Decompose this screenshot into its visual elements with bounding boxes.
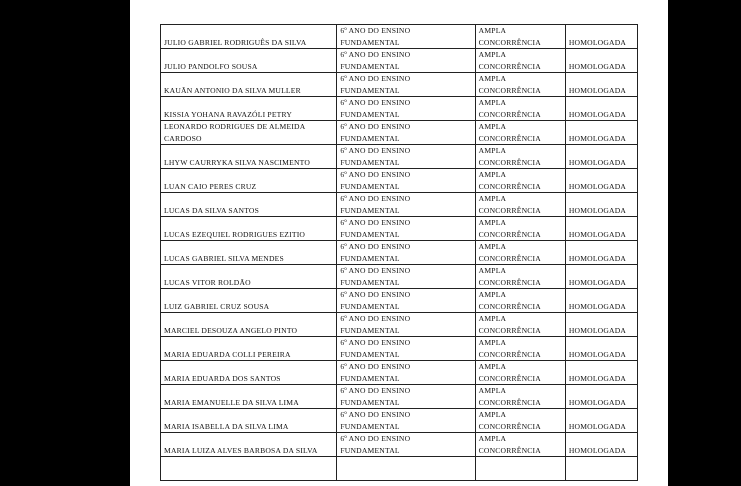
status-cell: HOMOLOGADA bbox=[565, 409, 637, 433]
student-name-cell: MARIA EDUARDA DOS SANTOS bbox=[161, 361, 337, 385]
grade-cell bbox=[337, 121, 475, 145]
student-name-cell: LUAN CAIO PERES CRUZ bbox=[161, 169, 337, 193]
category-line1: AMPLA bbox=[478, 434, 507, 443]
student-name-line2: CARDOSO bbox=[164, 133, 202, 143]
student-name-cell: JULIO GABRIEL RODRIGUÊS DA SILVA bbox=[161, 25, 337, 49]
status-cell bbox=[565, 457, 637, 481]
student-name-cell: LUCAS EZEQUIEL RODRIGUES EZITIO bbox=[161, 217, 337, 241]
grade-line2: FUNDAMENTAL bbox=[340, 133, 400, 143]
table-row bbox=[161, 265, 638, 289]
grade-line2: FUNDAMENTAL bbox=[340, 349, 400, 359]
category-line2: CONCORRÊNCIA bbox=[478, 37, 541, 47]
grade-line1: 6º ANO DO ENSINO bbox=[340, 266, 411, 275]
student-name-cell: KISSIA YOHANA RAVAZÓLI PETRY bbox=[161, 97, 337, 121]
grade-line2: FUNDAMENTAL bbox=[340, 109, 400, 119]
category-line2: CONCORRÊNCIA bbox=[478, 205, 541, 215]
status-cell: HOMOLOGADA bbox=[565, 337, 637, 361]
category-line1: AMPLA bbox=[478, 266, 507, 275]
table-row bbox=[161, 217, 638, 241]
category-line1: AMPLA bbox=[478, 146, 507, 155]
category-line2: CONCORRÊNCIA bbox=[478, 133, 541, 143]
student-name-cell: KAUÃN ANTONIO DA SILVA MULLER bbox=[161, 73, 337, 97]
student-name-cell bbox=[161, 457, 337, 481]
grade-cell bbox=[337, 337, 475, 361]
grade-line2: FUNDAMENTAL bbox=[340, 277, 400, 287]
status-cell: HOMOLOGADA bbox=[565, 145, 637, 169]
grade-line1: 6º ANO DO ENSINO bbox=[340, 98, 411, 107]
status-cell: HOMOLOGADA bbox=[565, 361, 637, 385]
status-cell: HOMOLOGADA bbox=[565, 313, 637, 337]
grade-cell bbox=[337, 361, 475, 385]
category-line2: CONCORRÊNCIA bbox=[478, 349, 541, 359]
status-cell: HOMOLOGADA bbox=[565, 25, 637, 49]
grade-line2: FUNDAMENTAL bbox=[340, 373, 400, 383]
status-cell: HOMOLOGADA bbox=[565, 97, 637, 121]
grade-cell bbox=[337, 409, 475, 433]
category-line1: AMPLA bbox=[478, 314, 507, 323]
category-line1: AMPLA bbox=[478, 242, 507, 251]
status-cell: HOMOLOGADA bbox=[565, 385, 637, 409]
grade-line1: 6º ANO DO ENSINO bbox=[340, 218, 411, 227]
grade-line1: 6º ANO DO ENSINO bbox=[340, 242, 411, 251]
grade-line1: 6º ANO DO ENSINO bbox=[340, 338, 411, 347]
grade-cell bbox=[337, 217, 475, 241]
status-cell: HOMOLOGADA bbox=[565, 265, 637, 289]
document-page bbox=[130, 0, 668, 486]
student-name-cell: LHYW CAURRYKA SILVA NASCIMENTO bbox=[161, 145, 337, 169]
table-row bbox=[161, 121, 638, 145]
grade-line1: 6º ANO DO ENSINO bbox=[340, 50, 411, 59]
grade-line1: 6º ANO DO ENSINO bbox=[340, 362, 411, 371]
category-line1: AMPLA bbox=[478, 170, 507, 179]
grade-line1: 6º ANO DO ENSINO bbox=[340, 386, 411, 395]
category-line2: CONCORRÊNCIA bbox=[478, 397, 541, 407]
table-row bbox=[161, 433, 638, 457]
category-line2: CONCORRÊNCIA bbox=[478, 229, 541, 239]
table-row bbox=[161, 337, 638, 361]
category-line1: AMPLA bbox=[478, 338, 507, 347]
category-line2: CONCORRÊNCIA bbox=[478, 325, 541, 335]
enrollment-table bbox=[160, 24, 638, 481]
category-cell bbox=[475, 217, 565, 241]
student-name-cell: MARIA EMANUELLE DA SILVA LIMA bbox=[161, 385, 337, 409]
grade-line2: FUNDAMENTAL bbox=[340, 181, 400, 191]
student-name-cell: JULIO PANDOLFO SOUSA bbox=[161, 49, 337, 73]
category-cell bbox=[475, 361, 565, 385]
category-line1: AMPLA bbox=[478, 50, 507, 59]
student-name-cell: MARIA EDUARDA COLLI PEREIRA bbox=[161, 337, 337, 361]
category-cell bbox=[475, 265, 565, 289]
grade-line2: FUNDAMENTAL bbox=[340, 445, 400, 455]
grade-line2: FUNDAMENTAL bbox=[340, 157, 400, 167]
grade-line2: FUNDAMENTAL bbox=[340, 85, 400, 95]
category-cell bbox=[475, 97, 565, 121]
category-cell bbox=[475, 409, 565, 433]
status-cell: HOMOLOGADA bbox=[565, 121, 637, 145]
grade-cell bbox=[337, 289, 475, 313]
grade-cell bbox=[337, 73, 475, 97]
grade-cell bbox=[337, 265, 475, 289]
grade-cell bbox=[337, 49, 475, 73]
grade-line2: FUNDAMENTAL bbox=[340, 229, 400, 239]
category-line2: CONCORRÊNCIA bbox=[478, 301, 541, 311]
category-line2: CONCORRÊNCIA bbox=[478, 85, 541, 95]
grade-line2: FUNDAMENTAL bbox=[340, 61, 400, 71]
category-line1: AMPLA bbox=[478, 218, 507, 227]
table-row bbox=[161, 49, 638, 73]
category-line1: AMPLA bbox=[478, 362, 507, 371]
category-line2: CONCORRÊNCIA bbox=[478, 445, 541, 455]
category-line1: AMPLA bbox=[478, 98, 507, 107]
student-name-line1: LEONARDO RODRIGUES DE ALMEIDA bbox=[164, 122, 306, 131]
category-cell bbox=[475, 73, 565, 97]
category-cell bbox=[475, 385, 565, 409]
grade-line2: FUNDAMENTAL bbox=[340, 301, 400, 311]
grade-line1: 6º ANO DO ENSINO bbox=[340, 122, 411, 131]
student-name-cell: LUCAS DA SILVA SANTOS bbox=[161, 193, 337, 217]
category-cell bbox=[475, 433, 565, 457]
grade-line1: 6º ANO DO ENSINO bbox=[340, 434, 411, 443]
grade-line2: FUNDAMENTAL bbox=[340, 37, 400, 47]
grade-line2: FUNDAMENTAL bbox=[340, 205, 400, 215]
grade-cell bbox=[337, 433, 475, 457]
status-cell: HOMOLOGADA bbox=[565, 289, 637, 313]
grade-line1: 6º ANO DO ENSINO bbox=[340, 170, 411, 179]
table-row bbox=[161, 457, 638, 481]
category-cell bbox=[475, 49, 565, 73]
student-name-cell: LUCAS GABRIEL SILVA MENDES bbox=[161, 241, 337, 265]
grade-line1: 6º ANO DO ENSINO bbox=[340, 410, 411, 419]
grade-cell bbox=[337, 313, 475, 337]
category-line2: CONCORRÊNCIA bbox=[478, 157, 541, 167]
grade-cell bbox=[337, 385, 475, 409]
category-line2: CONCORRÊNCIA bbox=[478, 61, 541, 71]
grade-cell bbox=[337, 169, 475, 193]
category-cell bbox=[475, 121, 565, 145]
status-cell: HOMOLOGADA bbox=[565, 49, 637, 73]
category-line2: CONCORRÊNCIA bbox=[478, 277, 541, 287]
status-cell: HOMOLOGADA bbox=[565, 169, 637, 193]
category-line1: AMPLA bbox=[478, 26, 507, 35]
status-cell: HOMOLOGADA bbox=[565, 433, 637, 457]
grade-line1: 6º ANO DO ENSINO bbox=[340, 26, 411, 35]
category-cell bbox=[475, 145, 565, 169]
status-cell: HOMOLOGADA bbox=[565, 241, 637, 265]
student-name-cell bbox=[161, 121, 337, 145]
table-row bbox=[161, 385, 638, 409]
grade-line1: 6º ANO DO ENSINO bbox=[340, 194, 411, 203]
grade-cell bbox=[337, 97, 475, 121]
grade-line2: FUNDAMENTAL bbox=[340, 421, 400, 431]
grade-line1: 6º ANO DO ENSINO bbox=[340, 74, 411, 83]
table-row bbox=[161, 289, 638, 313]
table-row bbox=[161, 241, 638, 265]
table-row bbox=[161, 169, 638, 193]
status-cell: HOMOLOGADA bbox=[565, 73, 637, 97]
grade-cell bbox=[337, 193, 475, 217]
category-line1: AMPLA bbox=[478, 194, 507, 203]
status-cell: HOMOLOGADA bbox=[565, 217, 637, 241]
category-cell bbox=[475, 169, 565, 193]
grade-line1: 6º ANO DO ENSINO bbox=[340, 314, 411, 323]
category-line2: CONCORRÊNCIA bbox=[478, 421, 541, 431]
status-cell: HOMOLOGADA bbox=[565, 193, 637, 217]
category-line1: AMPLA bbox=[478, 290, 507, 299]
grade-line1: 6º ANO DO ENSINO bbox=[340, 146, 411, 155]
category-cell bbox=[475, 193, 565, 217]
category-line1: AMPLA bbox=[478, 122, 507, 131]
grade-cell bbox=[337, 25, 475, 49]
grade-line2: FUNDAMENTAL bbox=[340, 397, 400, 407]
grade-line1: 6º ANO DO ENSINO bbox=[340, 290, 411, 299]
table-row bbox=[161, 193, 638, 217]
table-row bbox=[161, 313, 638, 337]
student-name-cell: MARIA LUIZA ALVES BARBOSA DA SILVA bbox=[161, 433, 337, 457]
grade-line2: FUNDAMENTAL bbox=[340, 253, 400, 263]
grade-cell bbox=[337, 145, 475, 169]
category-cell bbox=[475, 337, 565, 361]
category-line1: AMPLA bbox=[478, 386, 507, 395]
category-line2: CONCORRÊNCIA bbox=[478, 373, 541, 383]
student-name-cell: MARCIEL DESOUZA ANGELO PINTO bbox=[161, 313, 337, 337]
category-line2: CONCORRÊNCIA bbox=[478, 109, 541, 119]
table-row bbox=[161, 409, 638, 433]
student-name-cell: MARIA ISABELLA DA SILVA LIMA bbox=[161, 409, 337, 433]
table-row bbox=[161, 25, 638, 49]
table-row bbox=[161, 145, 638, 169]
student-name-cell: LUIZ GABRIEL CRUZ SOUSA bbox=[161, 289, 337, 313]
category-cell bbox=[475, 25, 565, 49]
category-line2: CONCORRÊNCIA bbox=[478, 253, 541, 263]
category-line1: AMPLA bbox=[478, 74, 507, 83]
category-cell bbox=[475, 241, 565, 265]
category-line2: CONCORRÊNCIA bbox=[478, 181, 541, 191]
table-body bbox=[161, 25, 638, 481]
category-cell bbox=[475, 457, 565, 481]
student-name-cell: LUCAS VITOR ROLDÃO bbox=[161, 265, 337, 289]
category-cell bbox=[475, 313, 565, 337]
grade-cell bbox=[337, 241, 475, 265]
category-cell bbox=[475, 289, 565, 313]
category-line1: AMPLA bbox=[478, 410, 507, 419]
grade-cell bbox=[337, 457, 475, 481]
table-row bbox=[161, 361, 638, 385]
grade-line2: FUNDAMENTAL bbox=[340, 325, 400, 335]
table-row bbox=[161, 73, 638, 97]
table-row bbox=[161, 97, 638, 121]
